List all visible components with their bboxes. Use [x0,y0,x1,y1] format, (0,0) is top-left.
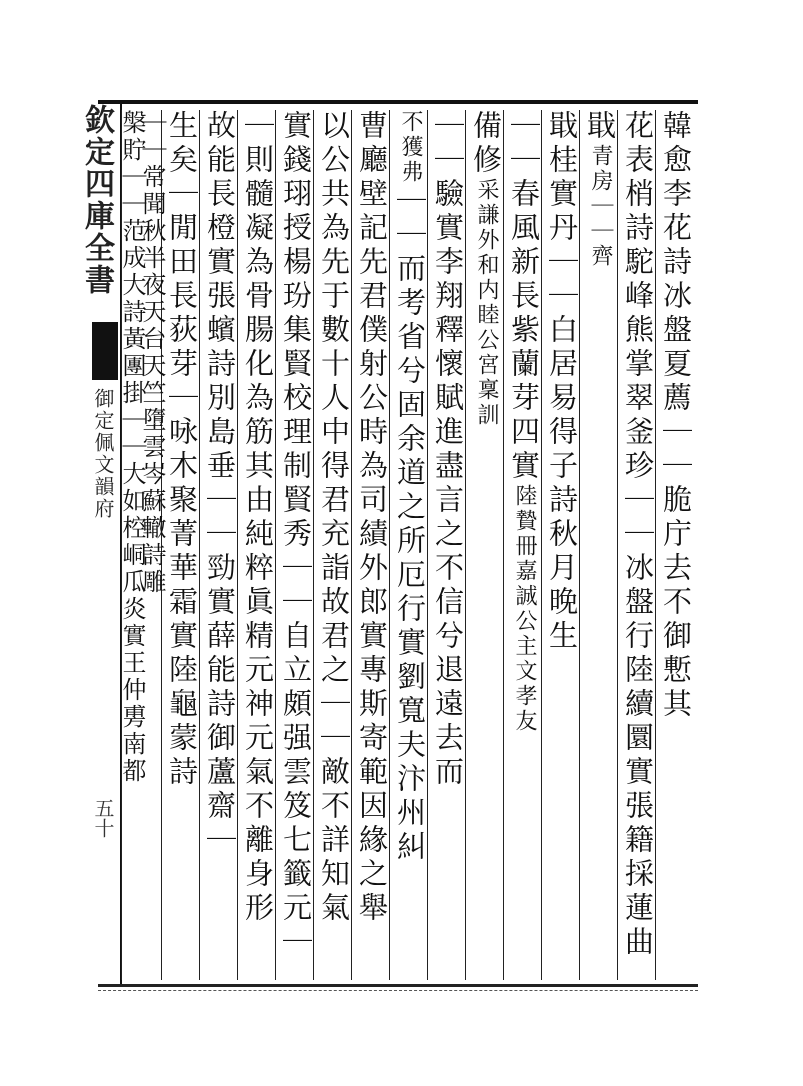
column-text-5b: 陸贄冊嘉誠公主文孝友 [512,484,537,734]
spine-subtitle: 御定佩文韻府 [91,388,115,520]
spine-fishtail-block [92,322,118,380]
text-column-11 [275,110,316,980]
column-text-8b: ｜｜而考省兮固余道之所厄行實劉寬夫汴州糾 [393,185,427,865]
spine-title: 欽定四庫全書 [79,104,114,296]
column-text-9a: 曹廳壁記先君僕射公時為司績外郎 [355,110,389,620]
bottom-border-rule [98,984,698,987]
column-text-3b: 青房｜｜齊 [588,144,613,269]
column-text-8a: 不獲弗 [398,110,423,185]
text-columns [118,106,696,982]
column-text-1a: 韓愈李花詩冰盤夏薦 [659,110,693,416]
text-column-14 [161,110,202,980]
column-text-6b: 采謙外和内睦公宮稟訓 [474,178,499,428]
column-text-6a: 備修 [469,110,503,178]
text-column-5 [503,110,544,980]
text-column-15 [118,110,166,980]
text-column-3 [579,110,620,980]
top-border-rule [98,100,698,104]
text-column-6 [465,110,506,980]
column-text-5a: ｜｜春風新長紫蘭芽四實 [507,110,541,484]
text-column-9 [351,110,392,980]
text-column-7 [427,110,468,980]
text-column-10 [313,110,354,980]
column-text-15b: 蘇轍詩雕 [138,488,166,596]
column-text-13b: 橙實張蠙詩別島垂｜｜勁實薛能詩御蘆齋｜ [203,212,237,858]
text-column-13 [199,110,240,980]
column-text-4a: 戢桂實丹｜｜白居易得子詩秋月晚生 [545,110,579,654]
column-text-7a: ｜｜驗實李翔釋懷賦 [431,110,465,416]
column-text-16a: 槃貯｜｜范成大詩黃團掛｜｜大如椌峒瓜 [118,110,146,596]
column-text-14b: ｜閒田長荻芽｜咏木聚菁華霜實陸龜蒙詩 [165,178,199,790]
column-text-9b: 實專斯寄範因緣之舉 [355,620,389,926]
text-column-1 [655,110,696,980]
column-text-2b: ｜｜冰盤行陸續圜實張籍採蓮曲 [621,484,655,960]
column-text-13a: 故能長 [203,110,237,212]
column-text-10b: ｜｜敵不詳知氣 [317,688,351,926]
column-text-14a: 生矣 [165,110,199,178]
column-text-7b: 進盡言之不信兮退遠去而 [431,416,465,790]
text-column-8 [389,110,430,980]
column-text-11b: ｜｜自立頗强雲笈七籤元｜ [279,552,313,960]
column-text-1b: ｜｜脆庁去不御慙其 [659,416,693,722]
bottom-dashed-rule [98,990,698,992]
column-text-16b: 炎實王仲旉南都 [118,596,146,785]
column-text-11a: 實錢珝授楊玢集賢校理制賢秀 [279,110,313,552]
column-text-12a: ｜則髓凝為骨腸化為筋其由純粹眞精元神元氣不離身形 [241,110,275,926]
column-text-3a: 戢 [583,110,617,144]
column-text-15a: ｜｜常聞秋半夜天台天竺墮雲岑 [138,110,166,488]
column-text-10a: 以公共為先于數十人中得君充詣故君之 [317,110,351,688]
text-column-12 [237,110,278,980]
folio-number: 五十 [91,798,115,838]
column-text-2a: 花表梢詩駝峰熊掌翠釜珍 [621,110,655,484]
text-column-4 [541,110,582,980]
text-column-2 [617,110,658,980]
